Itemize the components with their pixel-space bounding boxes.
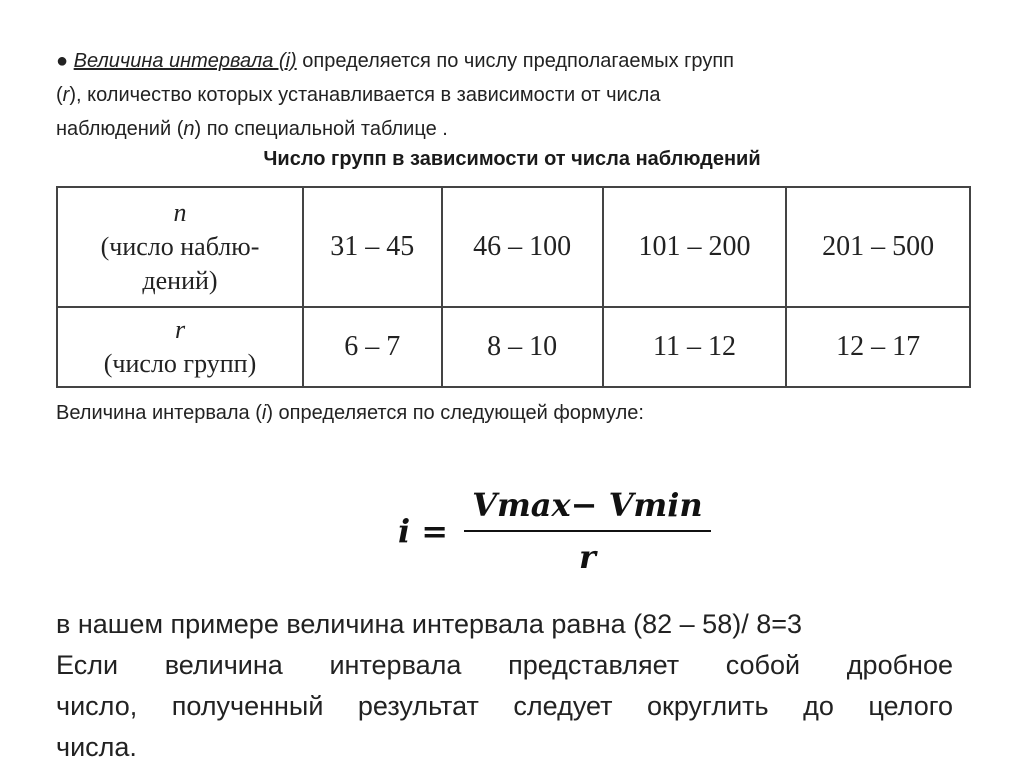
row-header-n	[57, 187, 303, 307]
table-cell: 101 – 200	[603, 187, 787, 307]
example-text	[56, 604, 953, 768]
formula-denominator: r	[578, 538, 596, 576]
n-symbol: n	[183, 118, 195, 140]
intro-paragraph	[56, 44, 956, 146]
r-symbol: r	[62, 84, 70, 106]
table-cell: 201 – 500	[786, 187, 970, 307]
formula-fraction	[464, 486, 711, 576]
table-cell: 31 – 45	[303, 187, 442, 307]
row-header-r	[57, 307, 303, 387]
intro-text-4: наблюдений (	[56, 118, 184, 140]
table-cell: 46 – 100	[442, 187, 603, 307]
intro-text-3: ), количество которых устанавливается в зависимости от числа	[69, 84, 661, 106]
groups-table	[56, 186, 971, 388]
table-cell: 11 – 12	[603, 307, 787, 387]
formula-label-before: Величина интервала (	[56, 402, 262, 424]
table-cell: 8 – 10	[442, 307, 603, 387]
table-row	[57, 187, 970, 307]
table-title: Число групп в зависимости от числа наблюдений	[263, 148, 761, 170]
i-symbol: i	[261, 402, 267, 424]
example-line: Если величина интервала представляет собой дробное	[56, 650, 953, 680]
example-line: числа.	[56, 732, 137, 762]
intro-text-1: определяется по числу предполагаемых групп	[296, 50, 734, 72]
formula-label-after: ) определяется по следующей формуле:	[266, 402, 644, 424]
row-variable: n	[173, 198, 187, 227]
formula-label	[56, 402, 644, 425]
formula-lhs: i =	[398, 512, 449, 550]
interval-formula	[398, 486, 711, 576]
row-note-line1: (число групп)	[103, 349, 257, 378]
bullet: ●	[56, 50, 69, 72]
example-line: число, полученный результат следует округлить до целого	[56, 691, 953, 721]
table-cell: 12 – 17	[786, 307, 970, 387]
example-line: в нашем примере величина интервала равна (82 – 58)/ 8=3	[56, 609, 803, 639]
row-note-line2: дений)	[142, 266, 218, 295]
row-variable: r	[174, 315, 186, 344]
interval-term: Величина интервала (i)	[73, 50, 297, 72]
table-row	[57, 307, 970, 387]
intro-text-2: (	[56, 84, 63, 106]
intro-text-5: ) по специальной таблице .	[194, 118, 448, 140]
row-note-line1: (число наблю-	[100, 232, 260, 261]
formula-numerator: Vmax− Vmin	[464, 486, 711, 532]
table-cell: 6 – 7	[303, 307, 442, 387]
